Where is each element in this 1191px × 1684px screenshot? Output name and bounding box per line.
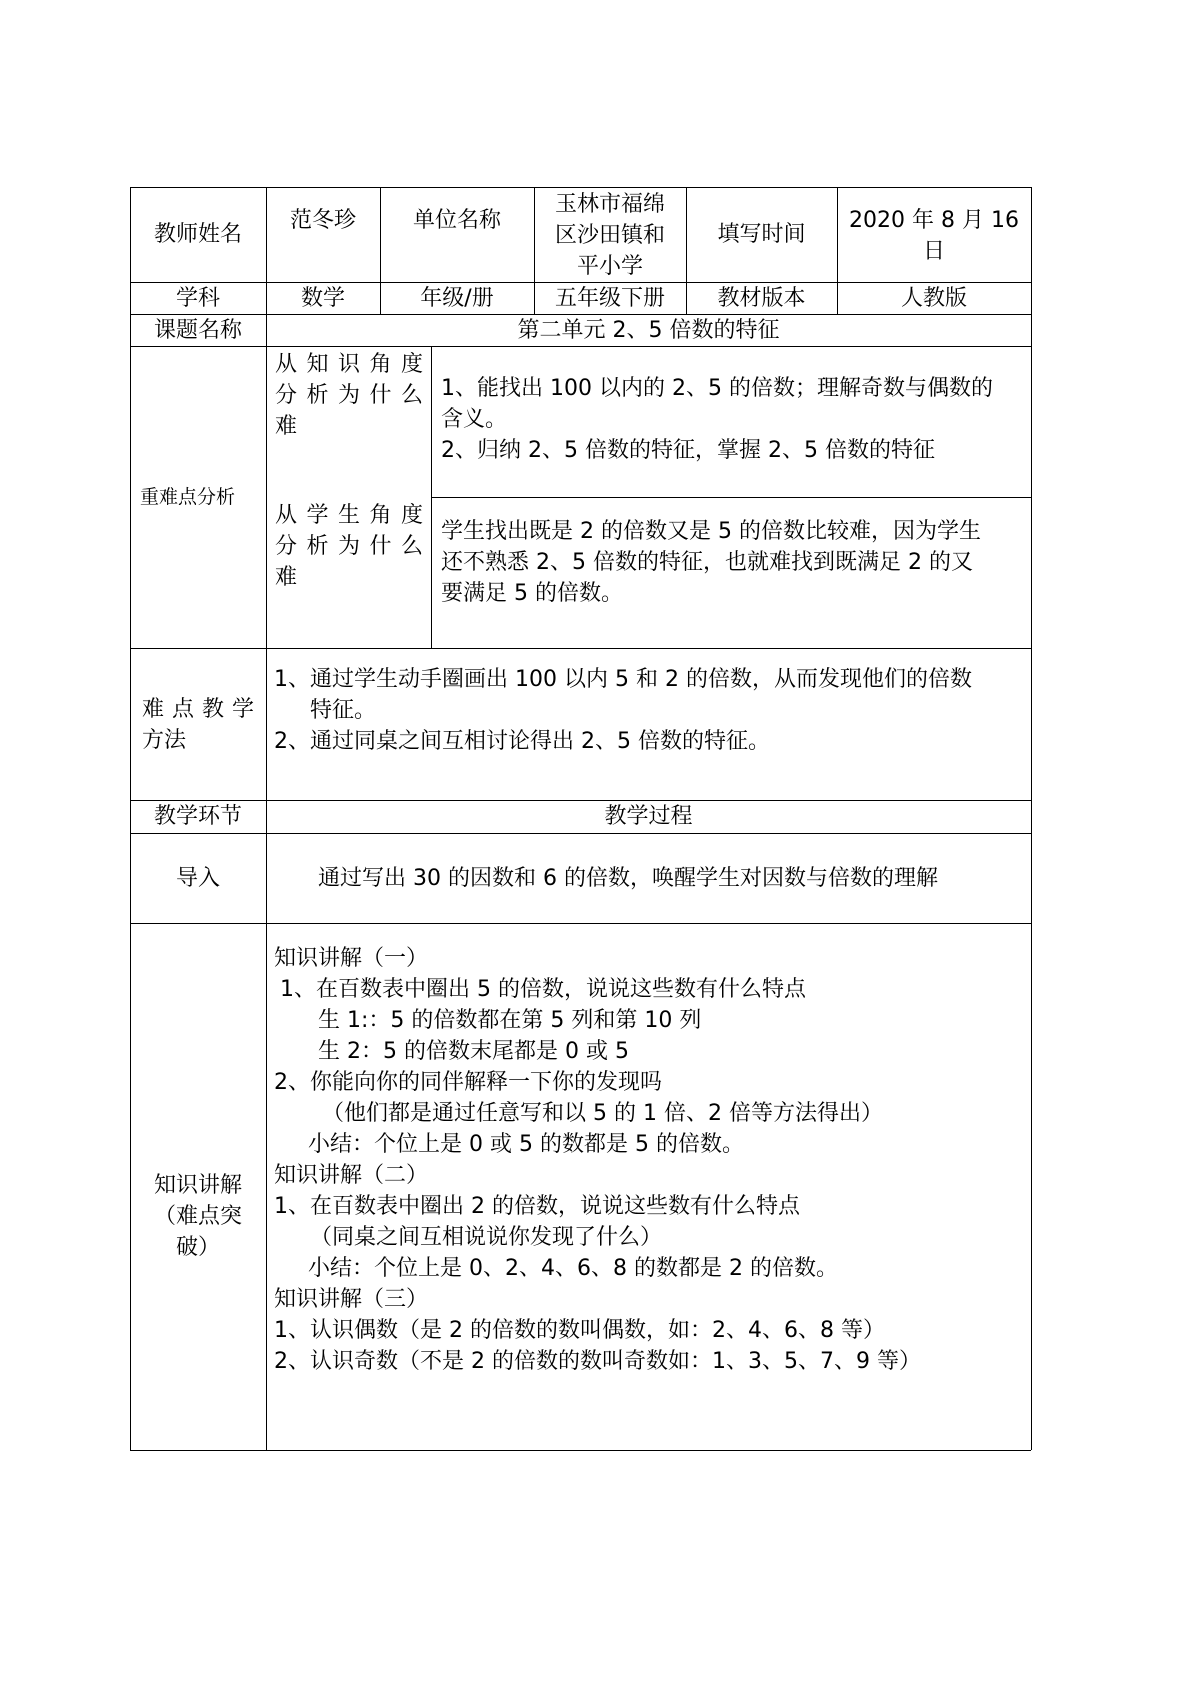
knowledge-analysis-text xyxy=(441,373,1026,491)
knowledge-analysis-line: 含义。 xyxy=(441,407,508,432)
edition-value: 人教版 xyxy=(900,285,967,311)
explain-line: 小结：个位上是 0、2、4、6、8 的数都是 2 的倍数。 xyxy=(308,1256,838,1281)
fill-time-value xyxy=(837,205,1031,282)
explain-line: 2、认识奇数（不是 2 的倍数的数叫奇数如：1、3、5、7、9 等） xyxy=(274,1349,921,1374)
explain-text xyxy=(274,943,1026,1383)
stage-header: 教学环节 xyxy=(153,804,242,829)
explain-line: 1、在百数表中圈出 2 的倍数，说说这些数有什么特点 xyxy=(274,1194,800,1219)
knowledge-angle-line: 分析为什么 xyxy=(275,383,423,408)
unit-name-line: 平小学 xyxy=(576,254,643,279)
method-text xyxy=(274,664,1026,794)
unit-name-line: 玉林市福绵 xyxy=(554,192,665,217)
student-angle-line: 分析为什么 xyxy=(275,534,423,559)
rule xyxy=(431,497,1031,498)
explain-label-line: 知识讲解 xyxy=(153,1173,242,1198)
explain-line: 生 2：5 的倍数末尾都是 0 或 5 xyxy=(318,1039,629,1064)
grade-value: 五年级下册 xyxy=(554,285,665,311)
student-angle-label xyxy=(275,500,423,640)
grade-label: 年级/册 xyxy=(420,285,494,311)
explain-line: （他们都是通过任意写和以 5 的 1 倍、2 倍等方法得出） xyxy=(322,1101,883,1126)
explain-line: 知识讲解（一） xyxy=(274,946,429,971)
knowledge-analysis-line: 2、归纳 2、5 倍数的特征，掌握 2、5 倍数的特征 xyxy=(441,438,935,463)
knowledge-analysis-line: 1、能找出 100 以内的 2、5 的倍数；理解奇数与偶数的 xyxy=(441,376,993,401)
explain-label-line: （难点突 xyxy=(153,1204,242,1229)
method-line: 1、通过学生动手圈画出 100 以内 5 和 2 的倍数，从而发现他们的倍数 xyxy=(274,667,972,692)
explain-label-line: 破） xyxy=(175,1235,220,1260)
explain-line: （同桌之间互相说说你发现了什么） xyxy=(310,1225,663,1250)
teacher-name-label: 教师姓名 xyxy=(153,222,242,247)
method-label-line: 难点教学 xyxy=(142,697,254,722)
topic-label: 课题名称 xyxy=(153,317,242,343)
explain-line: 生 1:：5 的倍数都在第 5 列和第 10 列 xyxy=(318,1008,702,1033)
method-label xyxy=(142,694,254,764)
intro-text: 通过写出 30 的因数和 6 的倍数，唤醒学生对因数与倍数的理解 xyxy=(318,865,938,891)
fill-time-line: 日 xyxy=(922,239,945,264)
unit-name-line: 区沙田镇和 xyxy=(554,223,665,248)
lesson-plan-table xyxy=(130,187,1031,1450)
method-line: 特征。 xyxy=(310,698,377,723)
knowledge-angle-line: 从知识角度 xyxy=(275,352,423,377)
explain-line: 知识讲解（三） xyxy=(274,1287,429,1312)
topic-value: 第二单元 2、5 倍数的特征 xyxy=(517,317,780,343)
student-angle-line: 从学生角度 xyxy=(275,503,423,528)
fill-time-label: 填写时间 xyxy=(717,222,806,247)
rule xyxy=(431,346,432,648)
analysis-label: 重难点分析 xyxy=(140,485,236,508)
student-analysis-line: 还不熟悉 2、5 倍数的特征，也就难找到既满足 2 的又 xyxy=(441,550,973,575)
teacher-name-value: 范冬珍 xyxy=(289,208,356,233)
explain-line: 2、你能向你的同伴解释一下你的发现吗 xyxy=(274,1070,662,1095)
method-line: 2、通过同桌之间互相讨论得出 2、5 倍数的特征。 xyxy=(274,729,770,754)
edition-label: 教材版本 xyxy=(717,285,806,311)
rule xyxy=(130,1450,1031,1451)
explain-line: 1、认识偶数（是 2 的倍数的数叫偶数，如：2、4、6、8 等） xyxy=(274,1318,885,1343)
student-analysis-line: 要满足 5 的倍数。 xyxy=(441,581,623,606)
explain-line: 知识讲解（二） xyxy=(274,1163,429,1188)
subject-label: 学科 xyxy=(175,285,220,311)
fill-time-line: 2020 年 8 月 16 xyxy=(849,208,1019,233)
student-angle-line: 难 xyxy=(275,565,298,590)
knowledge-angle-line: 难 xyxy=(275,414,298,439)
intro-label: 导入 xyxy=(175,865,220,891)
explain-label xyxy=(130,1170,266,1270)
student-analysis-text xyxy=(441,516,1026,634)
knowledge-angle-label xyxy=(275,349,423,489)
unit-name-value xyxy=(534,189,686,282)
unit-name-label: 单位名称 xyxy=(412,208,501,233)
process-header: 教学过程 xyxy=(604,804,693,829)
explain-line: 小结：个位上是 0 或 5 的数都是 5 的倍数。 xyxy=(308,1132,744,1157)
method-label-line: 方法 xyxy=(142,728,187,753)
subject-value: 数学 xyxy=(300,285,345,311)
rule xyxy=(1031,187,1032,1450)
student-analysis-line: 学生找出既是 2 的倍数又是 5 的倍数比较难，因为学生 xyxy=(441,519,981,544)
explain-line: 1、在百数表中圈出 5 的倍数，说说这些数有什么特点 xyxy=(280,977,806,1002)
